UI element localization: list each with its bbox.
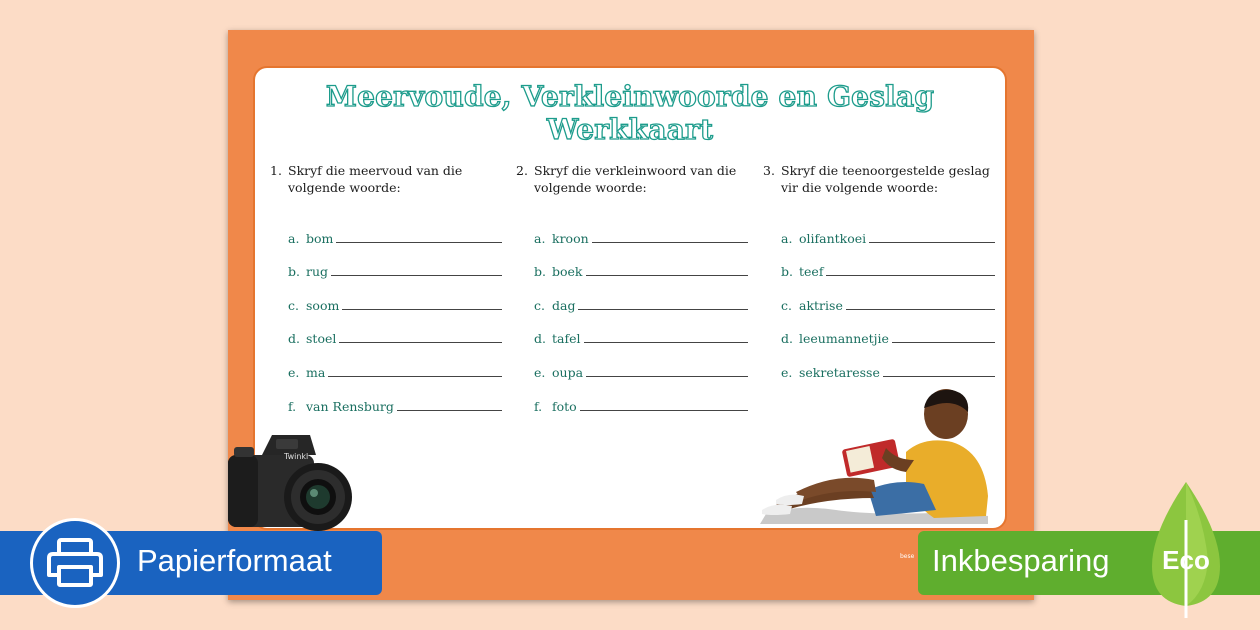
item-letter: c.	[781, 297, 792, 313]
answer-line[interactable]	[826, 275, 995, 276]
question-number: 1.	[270, 163, 282, 178]
eco-label: Eco	[1162, 545, 1210, 575]
item-letter: e.	[288, 364, 300, 380]
question-prompt	[270, 162, 502, 212]
item-word: olifantkoei	[799, 230, 867, 246]
list-item	[270, 380, 502, 414]
answer-line[interactable]	[336, 242, 502, 243]
list-item	[763, 212, 995, 246]
item-word: soom	[306, 297, 340, 313]
question-prompt	[763, 162, 995, 212]
paper-format-label: Papierformaat	[137, 543, 332, 578]
answer-line[interactable]	[342, 309, 502, 310]
item-letter: b.	[534, 264, 546, 280]
item-word: oupa	[552, 364, 584, 380]
list-item	[516, 380, 748, 414]
answer-line[interactable]	[339, 342, 502, 343]
camera-illustration	[224, 427, 356, 531]
item-letter: b.	[781, 264, 793, 280]
item-word: leeumannetjie	[799, 331, 889, 347]
question-number: 3.	[763, 163, 775, 178]
item-word: aktrise	[799, 297, 843, 313]
answer-line[interactable]	[869, 242, 995, 243]
item-letter: e.	[781, 364, 793, 380]
question-column-2	[516, 162, 748, 414]
question-text: Skryf die teenoorgestelde geslag vir die volgende woorde:	[781, 163, 990, 195]
item-letter: f.	[534, 398, 543, 414]
list-item	[516, 313, 748, 347]
reading-boy-illustration	[756, 386, 992, 524]
list-item	[763, 246, 995, 280]
item-letter: c.	[288, 297, 299, 313]
question-text: Skryf die verkleinwoord van die volgende woorde:	[534, 163, 737, 195]
list-item	[516, 279, 748, 313]
answer-line[interactable]	[397, 410, 502, 411]
item-word: dag	[552, 297, 576, 313]
list-item	[516, 246, 748, 280]
ink-saving-label: Inkbesparing	[932, 543, 1110, 578]
worksheet-title: Meervoude, Verkleinwoorde en Geslag Werkkaart	[325, 80, 935, 146]
answer-line[interactable]	[592, 242, 748, 243]
item-letter: e.	[534, 364, 546, 380]
item-letter: d.	[534, 331, 546, 347]
item-word: ma	[306, 364, 326, 380]
item-letter: d.	[781, 331, 793, 347]
question-column-3	[763, 162, 995, 380]
answer-line[interactable]	[331, 275, 502, 276]
item-word: van Rensburg	[306, 398, 394, 414]
item-letter: a.	[781, 230, 793, 246]
paper-format-badge[interactable]	[30, 518, 120, 608]
footer-text: bese	[900, 553, 915, 560]
item-word: teef	[799, 264, 824, 280]
item-letter: f.	[288, 398, 297, 414]
answer-line[interactable]	[586, 376, 748, 377]
item-word: boek	[552, 264, 583, 280]
item-letter: a.	[534, 230, 546, 246]
list-item	[270, 212, 502, 246]
list-item	[763, 346, 995, 380]
item-word: tafel	[552, 331, 581, 347]
list-item	[516, 212, 748, 246]
list-item	[270, 313, 502, 347]
answer-line[interactable]	[584, 342, 749, 343]
list-item	[516, 346, 748, 380]
item-letter: c.	[534, 297, 545, 313]
answer-line[interactable]	[578, 309, 748, 310]
answer-line[interactable]	[328, 376, 502, 377]
list-item	[270, 279, 502, 313]
list-item	[270, 246, 502, 280]
item-word: foto	[552, 398, 577, 414]
answer-line[interactable]	[580, 410, 748, 411]
item-word: stoel	[306, 331, 337, 347]
item-word: bom	[306, 230, 334, 246]
list-item	[763, 313, 995, 347]
question-text: Skryf die meervoud van die volgende woorde:	[288, 163, 463, 195]
camera-brand: Twinkl	[284, 452, 309, 461]
list-item	[763, 279, 995, 313]
item-letter: a.	[288, 230, 300, 246]
item-word: kroon	[552, 230, 589, 246]
list-item	[270, 346, 502, 380]
item-letter: b.	[288, 264, 300, 280]
answer-line[interactable]	[586, 275, 749, 276]
item-word: sekretaresse	[799, 364, 880, 380]
question-prompt	[516, 162, 748, 212]
question-column-1	[270, 162, 502, 414]
printer-icon	[45, 537, 105, 589]
answer-line[interactable]	[846, 309, 995, 310]
answer-line[interactable]	[892, 342, 995, 343]
item-word: rug	[306, 264, 329, 280]
item-letter: d.	[288, 331, 300, 347]
question-number: 2.	[516, 163, 528, 178]
answer-line[interactable]	[883, 376, 995, 377]
